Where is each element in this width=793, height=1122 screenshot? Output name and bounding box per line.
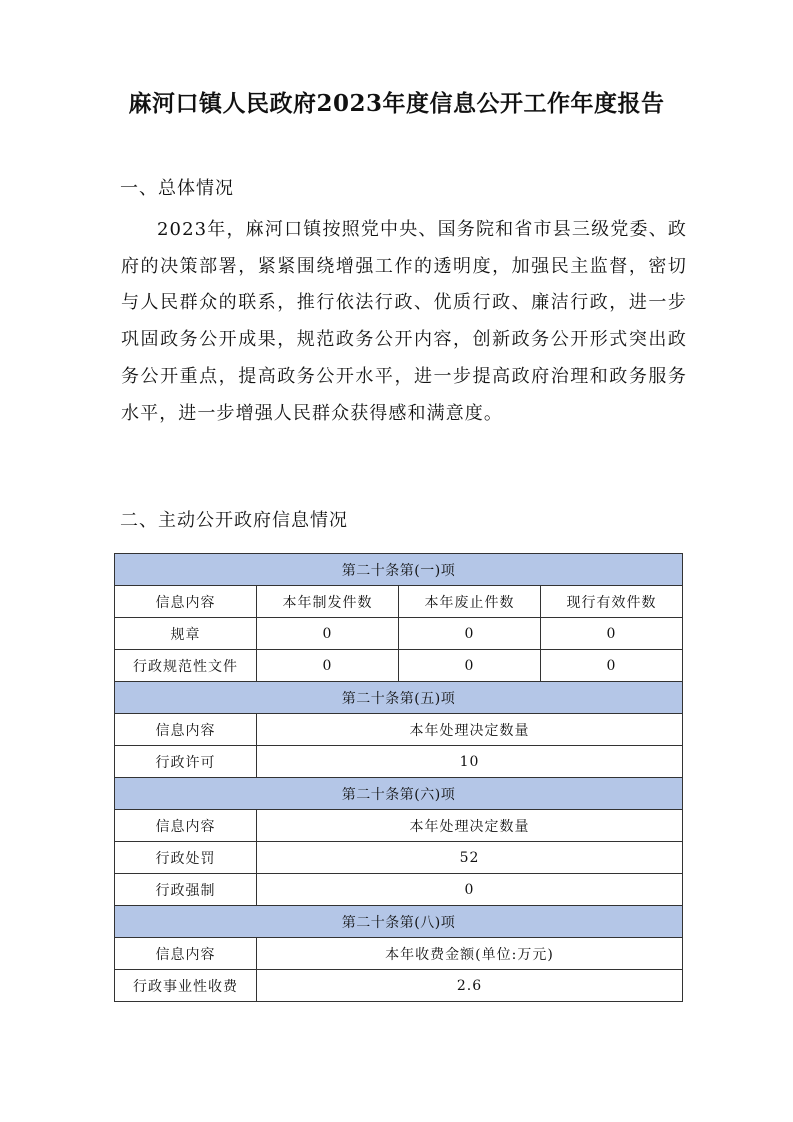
row-label: 行政事业性收费 [115,970,257,1002]
column-header-info-content: 信息内容 [115,810,257,842]
decision-count: 52 [257,842,683,874]
abolished-count: 0 [399,618,541,650]
decision-count: 10 [257,746,683,778]
section-heading-overview: 一、总体情况 [120,178,234,199]
column-header-info-content: 信息内容 [115,714,257,746]
table-row [115,650,683,682]
column-header-valid: 现行有效件数 [541,586,683,618]
disclosure-table [114,553,683,1002]
report-title: 麻河口镇人民政府2023年度信息公开工作年度报告 [128,90,665,117]
valid-count: 0 [541,650,683,682]
table-section-header [115,554,683,586]
table-column-header-row [115,714,683,746]
section-heading-proactive-disclosure: 二、主动公开政府信息情况 [120,510,348,531]
table-row [115,746,683,778]
table-row [115,874,683,906]
issued-count: 0 [257,650,399,682]
table-row [115,618,683,650]
column-header-issued: 本年制发件数 [257,586,399,618]
row-label: 规章 [115,618,257,650]
column-header-fee-amount: 本年收费金额(单位:万元) [257,938,683,970]
table-section-header [115,906,683,938]
row-label: 行政处罚 [115,842,257,874]
column-header-decision-count: 本年处理决定数量 [257,714,683,746]
column-header-info-content: 信息内容 [115,586,257,618]
table-column-header-row [115,586,683,618]
issued-count: 0 [257,618,399,650]
column-header-abolished: 本年废止件数 [399,586,541,618]
valid-count: 0 [541,618,683,650]
article-6-header: 第二十条第(六)项 [115,778,683,810]
article-5-header: 第二十条第(五)项 [115,682,683,714]
decision-count: 0 [257,874,683,906]
table-column-header-row [115,810,683,842]
overview-paragraph: 2023年，麻河口镇按照党中央、国务院和省市县三级党委、政府的决策部署，紧紧围绕增强工作的透明度，加强民主监督，密切与人民群众的联系，推行依法行政、优质行政、廉洁行政，进一步巩固政务公开成果，规范政务公开内容，创新政务公开形式突出政务公开重点，提高政务公开水平，进一步提高政府治理和政务服务水平，进一步增强人民群众获得感和满意度。 [121,219,687,424]
article-8-header: 第二十条第(八)项 [115,906,683,938]
table-row [115,842,683,874]
row-label: 行政强制 [115,874,257,906]
table-column-header-row [115,938,683,970]
table-section-header [115,778,683,810]
column-header-decision-count: 本年处理决定数量 [257,810,683,842]
fee-amount: 2.6 [257,970,683,1002]
table-section-header [115,682,683,714]
column-header-info-content: 信息内容 [115,938,257,970]
row-label: 行政许可 [115,746,257,778]
article-1-header: 第二十条第(一)项 [115,554,683,586]
row-label: 行政规范性文件 [115,650,257,682]
table-row [115,970,683,1002]
abolished-count: 0 [399,650,541,682]
